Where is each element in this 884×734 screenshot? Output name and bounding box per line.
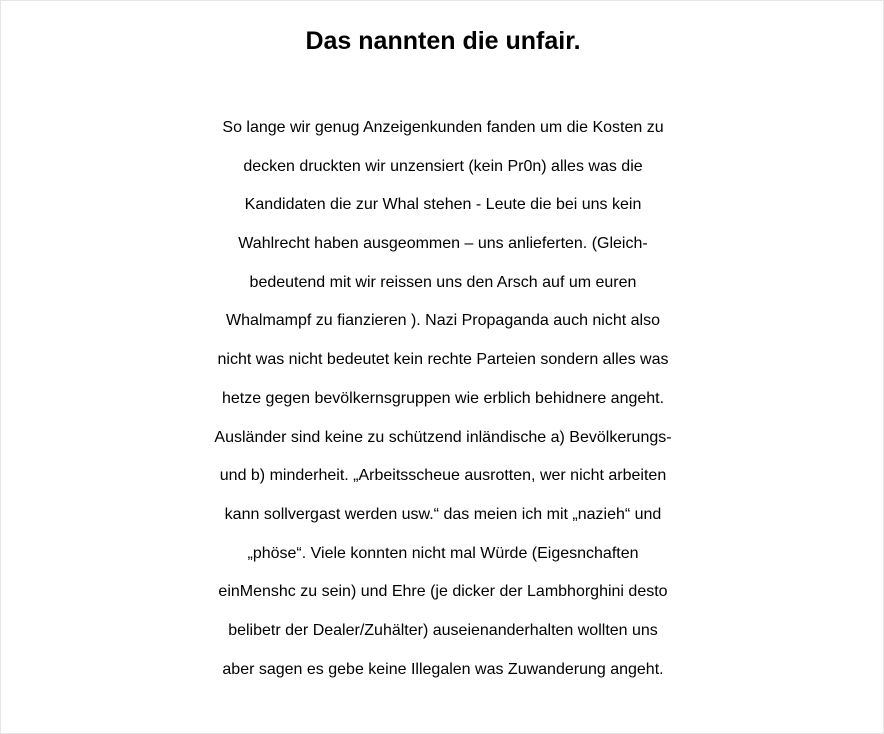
body-line: Kandidaten die zur Whal stehen - Leute die bei uns kein	[244, 196, 642, 214]
body-line: aber sagen es gebe keine Illegalen was Zuwanderung angeht.	[222, 660, 664, 678]
body-line: Ausländer sind keine zu schützend inländische a) Bevölkerungs-	[214, 428, 672, 446]
body-line: decken druckten wir unzensiert (kein Pr0n) alles was die	[243, 157, 643, 175]
body-line: kann sollvergast werden usw.“ das meien ich mit „nazieh“ und	[224, 505, 662, 523]
document-title: Das nannten die unfair.	[305, 27, 581, 55]
body-line: Wahlrecht haben ausgeommen – uns anlieferten. (Gleich-	[238, 235, 648, 253]
body-line: „phöse“. Viele konnten nicht mal Würde (Eigesnchaften	[247, 544, 639, 562]
body-line: nicht was nicht bedeutet kein rechte Parteien sondern alles was	[217, 351, 669, 369]
document-body	[7, 109, 879, 689]
body-line: und b) minderheit. „Arbeitsscheue ausrotten, wer nicht arbeiten	[219, 467, 667, 485]
body-line: So lange wir genug Anzeigenkunden fanden um die Kosten zu	[222, 119, 664, 136]
body-line: bedeutend mit wir reissen uns den Arsch auf um euren	[249, 273, 637, 291]
body-line: Whalmampf zu fianzieren ). Nazi Propaganda auch nicht also	[226, 312, 660, 330]
body-line: einMenshc zu sein) und Ehre (je dicker der Lambhorghini desto	[218, 583, 668, 601]
body-line: hetze gegen bevölkernsgruppen wie erblich behidnere angeht.	[221, 389, 665, 407]
body-line: belibetr der Dealer/Zuhälter) auseienanderhalten wollten uns	[228, 621, 658, 639]
